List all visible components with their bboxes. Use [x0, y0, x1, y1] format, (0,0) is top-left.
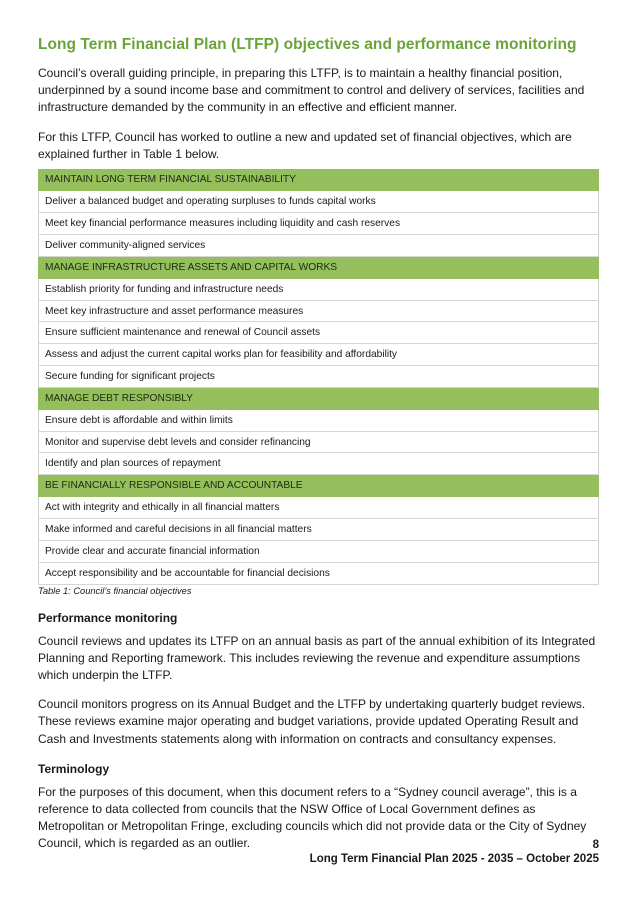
table-section-header — [39, 169, 599, 191]
section-title: MANAGE DEBT RESPONSIBLY — [39, 387, 599, 409]
objective-item: Identify and plan sources of repayment — [39, 453, 599, 475]
table-section-header — [39, 387, 599, 409]
objective-item: Make informed and careful decisions in all financial matters — [39, 519, 599, 541]
table-row — [39, 213, 599, 235]
page-footer — [310, 838, 599, 866]
table-row — [39, 497, 599, 519]
objective-item: Secure funding for significant projects — [39, 366, 599, 388]
objective-item: Accept responsibility and be accountable for financial decisions — [39, 562, 599, 584]
section-title: MANAGE INFRASTRUCTURE ASSETS AND CAPITAL WORKS — [39, 256, 599, 278]
section-title: MAINTAIN LONG TERM FINANCIAL SUSTAINABILITY — [39, 169, 599, 191]
objectives-table — [38, 169, 599, 585]
page-number: 8 — [592, 839, 599, 851]
page-title: Long Term Financial Plan (LTFP) objectives and performance monitoring — [38, 36, 577, 53]
table-row — [39, 322, 599, 344]
table-row — [39, 409, 599, 431]
table-row — [39, 431, 599, 453]
table-section-header — [39, 256, 599, 278]
performance-paragraph: Council monitors progress on its Annual Budget and the LTFP by undertaking quarterly budget reviews. These reviews examine major operating and budget variations, provide updated Operating Result and Cash and Investments statements along with information on contracts and consultancy expenses. — [38, 697, 586, 746]
objective-item: Meet key financial performance measures including liquidity and cash reserves — [39, 213, 599, 235]
table-row — [39, 519, 599, 541]
table-row — [39, 562, 599, 584]
page-content — [38, 36, 599, 865]
intro-paragraph: Council’s overall guiding principle, in preparing this LTFP, is to maintain a healthy financial position, underpinned by a sound income base and commitment to control and delivery of services, facilities and infrastructure demanded by the community in an effective and efficient manner. — [38, 66, 585, 115]
objective-item: Act with integrity and ethically in all financial matters — [39, 497, 599, 519]
section-title: BE FINANCIALLY RESPONSIBLE AND ACCOUNTABLE — [39, 475, 599, 497]
objective-item: Ensure debt is affordable and within limits — [39, 409, 599, 431]
table-section-header — [39, 475, 599, 497]
table-caption: Table 1: Council’s financial objectives — [38, 585, 192, 596]
table-row — [39, 366, 599, 388]
objective-item: Provide clear and accurate financial information — [39, 540, 599, 562]
table-row — [39, 300, 599, 322]
objective-item: Deliver community-aligned services — [39, 235, 599, 257]
objective-item: Meet key infrastructure and asset performance measures — [39, 300, 599, 322]
document-title: Long Term Financial Plan 2025 - 2035 – October 2025 — [309, 853, 599, 865]
objective-item: Ensure sufficient maintenance and renewal of Council assets — [39, 322, 599, 344]
terminology-paragraph: For the purposes of this document, when this document refers to a “Sydney council average”, this is a reference to data collected from councils that the NSW Office of Local Government defines as Metropolitan or Metropolitan Fringe, excluding councils which did not provide data or the City of Sydney Council, which is regarded as an outlier. — [38, 784, 587, 851]
table-row — [39, 344, 599, 366]
terminology-heading: Terminology — [38, 761, 110, 776]
intro-paragraph: For this LTFP, Council has worked to outline a new and updated set of financial objectives, which are explained further in Table 1 below. — [38, 129, 572, 161]
objective-item: Monitor and supervise debt levels and consider refinancing — [39, 431, 599, 453]
objective-item: Assess and adjust the current capital works plan for feasibility and affordability — [39, 344, 599, 366]
table-row — [39, 191, 599, 213]
objective-item: Deliver a balanced budget and operating surpluses to funds capital works — [39, 191, 599, 213]
table-row — [39, 540, 599, 562]
table-row — [39, 235, 599, 257]
performance-paragraph: Council reviews and updates its LTFP on an annual basis as part of the annual exhibition of its Integrated Planning and Reporting framework. This includes reviewing the revenue and expenditure assumptions which underpin the LTFP. — [38, 633, 596, 682]
table-row — [39, 278, 599, 300]
table-row — [39, 453, 599, 475]
performance-heading: Performance monitoring — [38, 610, 178, 625]
objective-item: Establish priority for funding and infrastructure needs — [39, 278, 599, 300]
